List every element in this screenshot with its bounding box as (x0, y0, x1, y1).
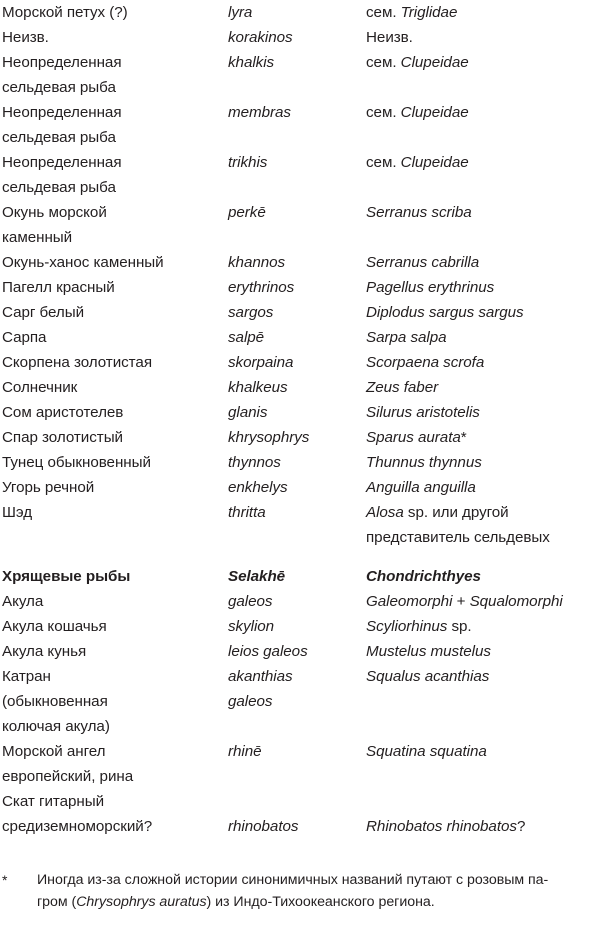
greek-name: sargos (228, 304, 274, 321)
russian-name: Сом аристотелев (2, 404, 124, 421)
table-row-continuation (0, 175, 606, 200)
table-row (0, 589, 606, 614)
latin-taxon: Alosa (366, 504, 404, 521)
greek-name: khrysophrys (228, 429, 310, 446)
latin-suffix: sp. (447, 618, 472, 635)
table-row (0, 789, 606, 814)
latin-name (366, 500, 606, 525)
russian-name-line2: сельдевая рыба (2, 79, 116, 96)
table-row (0, 325, 606, 350)
latin-suffix: sp. или другой (403, 504, 509, 521)
greek-name: salpē (228, 329, 265, 346)
greek-name: rhinē (228, 743, 262, 760)
russian-name: Неопределенная (2, 154, 122, 171)
russian-name: Спар золотистый (2, 429, 123, 446)
latin-taxon: Clupeidae (400, 104, 469, 121)
greek-name: perkē (228, 204, 266, 221)
table-row (0, 0, 606, 25)
latin-prefix: сем. (366, 4, 401, 21)
latin-name: Serranus cabrilla (366, 254, 480, 271)
latin-taxon: Clupeidae (400, 154, 469, 171)
latin-name (366, 50, 606, 75)
table-row-continuation (0, 814, 606, 839)
footnote-line-1: Иногда из-за сложной истории синонимичных названий путают с розовым па- (37, 872, 549, 888)
russian-name: Неопределенная (2, 104, 122, 121)
greek-name: thynnos (228, 454, 281, 471)
latin-taxon: Scyliorhinus (366, 618, 448, 635)
latin-prefix: сем. (366, 104, 401, 121)
table-row (0, 400, 606, 425)
greek-name: thritta (228, 504, 266, 521)
table-row-continuation (0, 764, 606, 789)
table-row-continuation (0, 689, 606, 714)
latin-name-line2: представитель сельдевых (366, 529, 550, 546)
table-row (0, 639, 606, 664)
latin-name (366, 614, 606, 639)
latin-name (366, 814, 606, 839)
russian-name: Окунь-ханос каменный (2, 254, 164, 271)
table-row (0, 664, 606, 689)
table-row (0, 100, 606, 125)
greek-name: leios galeos (228, 643, 308, 660)
table-row (0, 500, 606, 525)
table-row (0, 25, 606, 50)
greek-name: glanis (228, 404, 268, 421)
russian-name: Неопределенная (2, 54, 122, 71)
footnote-line-2 (37, 891, 606, 913)
russian-name: Катран (2, 668, 51, 685)
latin-name: Thunnus thynnus (366, 454, 482, 471)
latin-taxon: Rhinobatos rhinobatos (366, 818, 517, 835)
russian-name: Пагелл красный (2, 279, 115, 296)
russian-name: Шэд (2, 504, 33, 521)
russian-name-line2: каменный (2, 229, 73, 246)
russian-name: Окунь морской (2, 204, 107, 221)
table-row-continuation (0, 714, 606, 739)
greek-name: akanthias (228, 668, 293, 685)
russian-name-line3: колючая акула) (2, 718, 110, 735)
russian-name: Неизв. (2, 29, 49, 46)
table-row (0, 275, 606, 300)
table-row (0, 150, 606, 175)
latin-question-mark: ? (516, 818, 526, 835)
greek-name: skorpaina (228, 354, 294, 371)
latin-taxon-second: Squalomorphi (469, 593, 563, 610)
table-row (0, 375, 606, 400)
greek-name: lyra (228, 4, 253, 21)
russian-name: Солнечник (2, 379, 78, 396)
table-row (0, 200, 606, 225)
table-row-continuation (0, 525, 606, 550)
latin-plus-operator: + (452, 593, 470, 610)
russian-name: Скат гитарный (2, 793, 105, 810)
table-row (0, 350, 606, 375)
latin-name: Zeus faber (366, 379, 439, 396)
greek-name: skylion (228, 618, 275, 635)
russian-name: Угорь речной (2, 479, 95, 496)
greek-name: galeos (228, 593, 273, 610)
russian-name: Акула кошачья (2, 618, 107, 635)
russian-name-line2: средиземноморский? (2, 818, 153, 835)
table-row (0, 614, 606, 639)
footnote-taxon: Chrysophrys auratus (76, 894, 207, 910)
latin-name: Sarpa salpa (366, 329, 447, 346)
latin-name: Squatina squatina (366, 743, 487, 760)
footnote-line2-suffix: ) из Индо-Тихоокеанского региона. (206, 894, 435, 910)
latin-name: Serranus scriba (366, 204, 472, 221)
russian-name-line2: сельдевая рыба (2, 179, 116, 196)
table-row (0, 300, 606, 325)
latin-name: Silurus aristotelis (366, 404, 480, 421)
latin-name: Diplodus sargus sargus (366, 304, 524, 321)
russian-name: Акула кунья (2, 643, 87, 660)
latin-prefix: сем. (366, 54, 401, 71)
section-header-greek: Selakhē (228, 568, 286, 585)
latin-name (366, 425, 606, 450)
table-row-continuation (0, 225, 606, 250)
latin-name: Pagellus erythrinus (366, 279, 495, 296)
latin-prefix: сем. (366, 154, 401, 171)
table-row (0, 425, 606, 450)
table-row (0, 250, 606, 275)
greek-name: khannos (228, 254, 286, 271)
section-header-latin: Chondrichthyes (366, 568, 481, 585)
russian-name-line2: сельдевая рыба (2, 129, 116, 146)
footnote-marker: * (2, 872, 8, 888)
russian-name-line2: европейский, рина (2, 768, 134, 785)
greek-name: korakinos (228, 29, 293, 46)
latin-name (366, 589, 606, 614)
latin-name: Mustelus mustelus (366, 643, 491, 660)
greek-name: rhinobatos (228, 818, 299, 835)
latin-taxon: Triglidae (400, 4, 458, 21)
latin-name: Scorpaena scrofa (366, 354, 485, 371)
section-header-russian: Хрящевые рыбы (2, 568, 131, 585)
greek-name: khalkis (228, 54, 275, 71)
russian-name-line2: (обыкновенная (2, 693, 108, 710)
russian-name: Морской ангел (2, 743, 106, 760)
latin-taxon: Clupeidae (400, 54, 469, 71)
footnote-ref-asterisk: * (460, 429, 467, 446)
footnote-text (37, 869, 606, 913)
greek-name: membras (228, 104, 291, 121)
latin-name: Anguilla anguilla (366, 479, 476, 496)
table-row-continuation (0, 75, 606, 100)
russian-name: Скорпена золотистая (2, 354, 152, 371)
greek-name: erythrinos (228, 279, 295, 296)
latin-name (366, 100, 606, 125)
footnote-line2-prefix: гром ( (37, 894, 77, 910)
russian-name: Сарпа (2, 329, 47, 346)
greek-name: trikhis (228, 154, 268, 171)
russian-name: Акула (2, 593, 44, 610)
latin-name: Неизв. (366, 29, 413, 46)
table-row-continuation (0, 125, 606, 150)
greek-name-line2: galeos (228, 693, 273, 710)
table-row (0, 450, 606, 475)
table-row (0, 739, 606, 764)
latin-taxon: Galeomorphi (366, 593, 453, 610)
russian-name: Тунец обыкновенный (2, 454, 151, 471)
greek-name: khalkeus (228, 379, 288, 396)
russian-name: Морской петух (?) (2, 4, 128, 21)
table-row (0, 50, 606, 75)
table-row (0, 475, 606, 500)
greek-name: enkhelys (228, 479, 288, 496)
russian-name: Сарг белый (2, 304, 85, 321)
latin-name (366, 0, 606, 25)
latin-name (366, 150, 606, 175)
latin-taxon: Sparus aurata (366, 429, 461, 446)
latin-name: Squalus acanthias (366, 668, 490, 685)
section-header-row (0, 564, 606, 589)
